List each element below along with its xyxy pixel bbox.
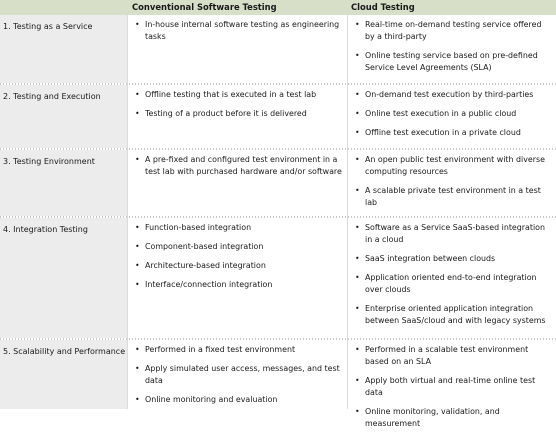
list-item-text: Testing of a product before it is delivered (145, 109, 307, 118)
category-label: 3. Testing Environment (3, 157, 95, 166)
list-item-text: An open public test environment with diverse computing resources (365, 155, 545, 176)
category-cell (0, 150, 127, 216)
column-divider (127, 15, 128, 409)
conventional-cell (128, 340, 347, 409)
bullet-list (128, 154, 343, 185)
conventional-cell (128, 150, 347, 216)
list-item (348, 303, 552, 327)
list-item-text: SaaS integration between clouds (365, 254, 496, 263)
list-item-text: Performed in a fixed test environment (145, 345, 296, 354)
list-item (348, 375, 552, 399)
bullet-icon: • (355, 254, 360, 263)
table-row (0, 218, 556, 338)
bullet-icon: • (355, 223, 360, 232)
list-item (128, 108, 343, 120)
bullet-list (348, 154, 552, 216)
cloud-cell (348, 340, 556, 428)
bullet-list (348, 19, 552, 81)
table-row (0, 15, 556, 83)
bullet-list (128, 344, 343, 413)
list-item-text: Application oriented end-to-end integration over clouds (365, 273, 537, 294)
list-item (348, 127, 552, 139)
list-item (348, 89, 552, 101)
conventional-cell (128, 218, 347, 338)
category-cell (0, 218, 127, 338)
bullet-icon: • (355, 376, 360, 385)
bullet-icon: • (135, 242, 140, 251)
list-item (348, 19, 552, 43)
list-item-text: Online monitoring, validation, and measurement (365, 407, 500, 428)
list-item-text: Interface/connection integration (145, 280, 273, 289)
bullet-icon: • (355, 186, 360, 195)
bullet-icon: • (135, 280, 140, 289)
list-item (128, 154, 343, 178)
header-category (3, 0, 125, 15)
bullet-icon: • (135, 395, 140, 404)
list-item (348, 344, 552, 368)
list-item (128, 89, 343, 101)
bullet-icon: • (355, 407, 360, 416)
bullet-icon: • (355, 109, 360, 118)
list-item-text: Software as a Service SaaS-based integration in a cloud (365, 223, 545, 244)
list-item-text: Apply simulated user access, messages, and test data (145, 364, 340, 385)
list-item (348, 108, 552, 120)
list-item (128, 394, 343, 406)
category-cell (0, 15, 127, 83)
category-label: 5. Scalability and Performance (3, 347, 126, 356)
bullet-icon: • (135, 223, 140, 232)
bullet-icon: • (355, 155, 360, 164)
bullet-list (128, 19, 343, 50)
list-item (348, 222, 552, 246)
cloud-cell (348, 218, 556, 338)
list-item-text: Enterprise oriented application integration between SaaS/cloud and with legacy systems (365, 304, 546, 325)
list-item (128, 222, 343, 234)
bullet-list (348, 89, 552, 146)
list-item-text: Component-based integration (145, 242, 264, 251)
list-item-text: A pre-fixed and configured test environment in a test lab with purchased hardware and/or software (145, 155, 342, 176)
list-item-text: Online testing service based on pre-defined Service Level Agreements (SLA) (365, 51, 538, 72)
bullet-list (128, 89, 343, 127)
table-row (0, 340, 556, 428)
table-header (0, 0, 556, 15)
list-item (348, 185, 552, 209)
bullet-icon: • (355, 51, 360, 60)
bullet-list (348, 222, 552, 334)
category-cell (0, 85, 127, 148)
bullet-icon: • (135, 20, 140, 29)
category-label: 2. Testing and Execution (3, 92, 101, 101)
bullet-icon: • (355, 128, 360, 137)
bullet-icon: • (135, 345, 140, 354)
list-item-text: Apply both virtual and real-time online test data (365, 376, 536, 397)
list-item-text: Function-based integration (145, 223, 252, 232)
category-label: 1. Testing as a Service (3, 22, 93, 31)
list-item-text: Architecture-based integration (145, 261, 266, 270)
list-item-text: Online monitoring and evaluation (145, 395, 278, 404)
list-item-text: Offline test execution in a private cloud (365, 128, 521, 137)
category-label: 4. Integration Testing (3, 225, 88, 234)
list-item (128, 344, 343, 356)
bullet-icon: • (135, 261, 140, 270)
bullet-icon: • (355, 345, 360, 354)
list-item-text: Real-time on-demand testing service offered by a third-party (365, 20, 542, 41)
list-item (128, 241, 343, 253)
bullet-list (348, 344, 552, 437)
list-item (348, 50, 552, 74)
category-cell (0, 340, 127, 409)
list-item (128, 19, 343, 43)
list-item-text: Performed in a scalable test environment based on an SLA (365, 345, 529, 366)
bullet-icon: • (135, 364, 140, 373)
list-item (348, 154, 552, 178)
bullet-icon: • (355, 20, 360, 29)
table-row (0, 85, 556, 148)
list-item (128, 279, 343, 291)
header-conventional: Conventional Software Testing (132, 2, 277, 12)
list-item-text: In-house internal software testing as engineering tasks (145, 20, 340, 41)
cloud-cell (348, 150, 556, 216)
list-item-text: On-demand test execution by third-parties (365, 90, 534, 99)
bullet-icon: • (135, 155, 140, 164)
list-item-text: Online test execution in a public cloud (365, 109, 517, 118)
cloud-cell (348, 15, 556, 83)
cloud-cell (348, 85, 556, 148)
bullet-icon: • (135, 90, 140, 99)
bullet-icon: • (355, 304, 360, 313)
bullet-list (128, 222, 343, 298)
list-item-text: A scalable private test environment in a test lab (365, 186, 541, 207)
table-row (0, 150, 556, 216)
header-cloud: Cloud Testing (351, 2, 415, 12)
column-divider (347, 15, 348, 409)
bullet-icon: • (355, 90, 360, 99)
bullet-icon: • (355, 273, 360, 282)
list-item (348, 253, 552, 265)
conventional-cell (128, 85, 347, 148)
conventional-cell (128, 15, 347, 83)
list-item-text: Offline testing that is executed in a test lab (145, 90, 317, 99)
list-item (128, 260, 343, 272)
list-item (348, 406, 552, 430)
list-item (128, 363, 343, 387)
list-item (348, 272, 552, 296)
bullet-icon: • (135, 109, 140, 118)
